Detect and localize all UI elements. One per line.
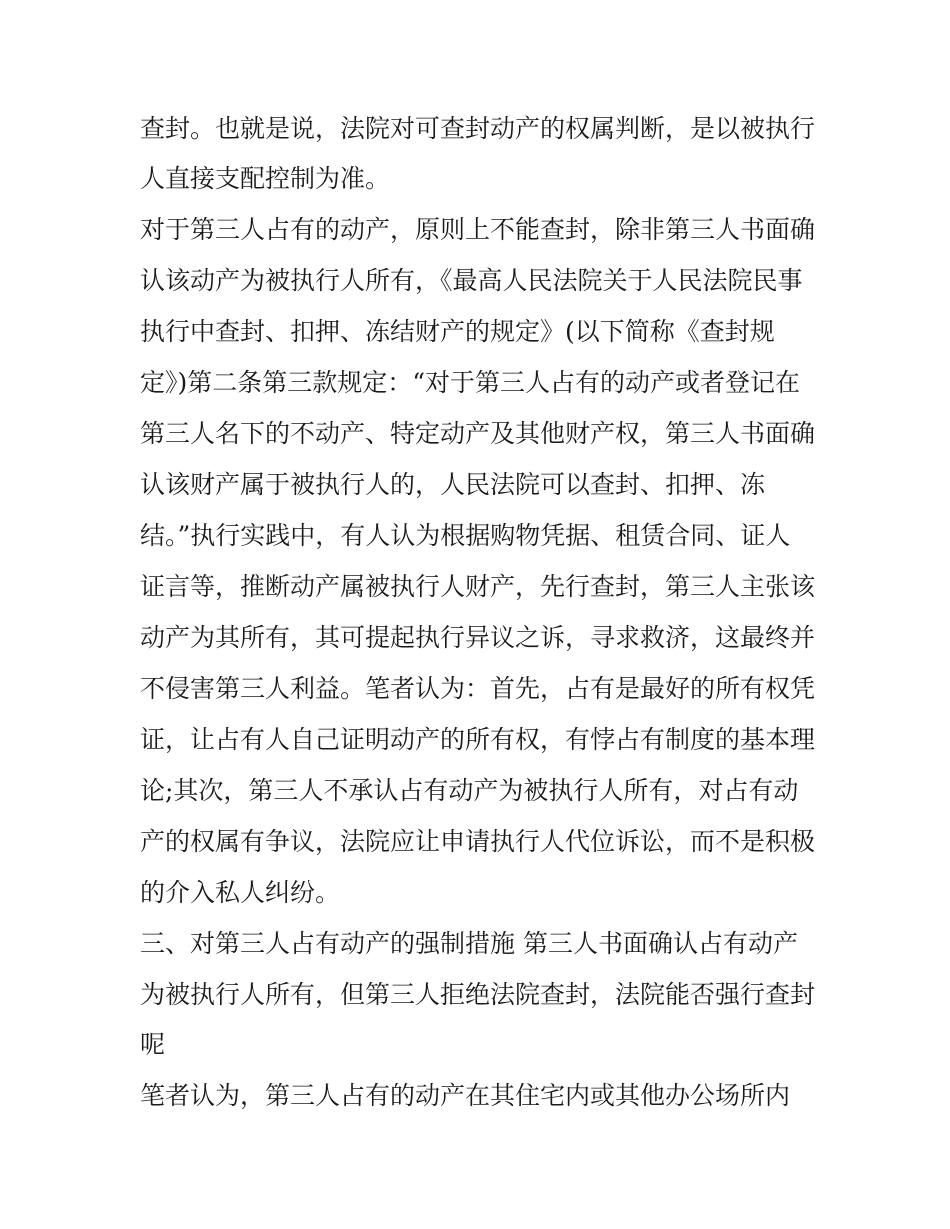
text-line-14: 论;其次，第三人不承认占有动产为被执行人所有，对占有动 — [140, 776, 799, 805]
text-line-8: 认该财产属于被执行人的，人民法院可以查封、扣押、冻 — [140, 470, 766, 499]
text-line-4: 认该动产为被执行人所有，《最高人民法院关于人民法院民事 — [140, 266, 803, 295]
text-line-2: 人直接支配控制为准。 — [140, 164, 391, 193]
text-line-3: 对于第三人占有的动产，原则上不能查封，除非第三人书面确 — [140, 215, 816, 244]
text-line-11: 动产为其所有，其可提起执行异议之诉，寻求救济，这最终并 — [140, 623, 816, 652]
text-line-6: 定》)第二条第三款规定：“对于第三人占有的动产或者登记在 — [140, 368, 801, 397]
text-line-20: 笔者认为，第三人占有的动产在其住宅内或其他办公场所内 — [140, 1081, 791, 1110]
text-line-18: 为被执行人所有，但第三人拒绝法院查封，法院能否强行查封 — [140, 980, 816, 1009]
text-line-17: 三、对第三人占有动产的强制措施 第三人书面确认占有动产 — [140, 929, 798, 958]
text-line-12: 不侵害第三人利益。笔者认为：首先，占有是最好的所有权凭 — [140, 674, 816, 703]
text-line-19: 呢 — [140, 1030, 166, 1059]
text-line-1: 查封。也就是说，法院对可查封动产的权属判断，是以被执行 — [140, 114, 816, 143]
text-line-13: 证，让占有人自己证明动产的所有权，有悖占有制度的基本理 — [140, 725, 816, 754]
text-line-10: 证言等，推断动产属被执行人财产，先行查封，第三人主张该 — [140, 572, 816, 601]
text-line-5: 执行中查封、扣押、冻结财产的规定》(以下简称《查封规 — [140, 317, 775, 346]
text-line-15: 产的权属有争议，法院应让申请执行人代位诉讼，而不是积极 — [140, 827, 816, 856]
text-line-7: 第三人名下的不动产、特定动产及其他财产权，第三人书面确 — [140, 419, 816, 448]
text-line-9: 结。”执行实践中，有人认为根据购物凭据、租赁合同、证人 — [140, 521, 791, 550]
text-line-16: 的介入私人纠纷。 — [140, 878, 341, 907]
